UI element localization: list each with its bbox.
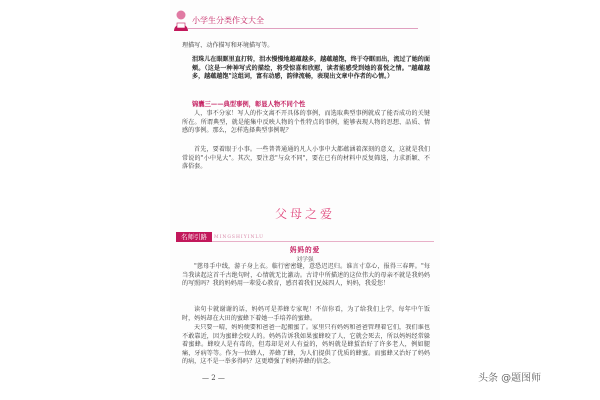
section-title: 父母之爱 bbox=[274, 207, 335, 221]
composition-paragraph: "慈母手中线，游子身上衣。临行密密缝，意恐迟迟归。谁言寸草心，报得三春晖。"每当我读起这首千古绝句时，心情就无比激动。古诗中所描述的这位伟大的母亲不就是我妈妈的写照吗？我的妈妈用一辈爱心教育，感召着我们兄妹四人，妈妈，我爱您！ bbox=[182, 263, 430, 288]
tip-paragraph-2: 首先，要着眼于小事。一些普普通通的凡人小事中大都蕴涵着深刻的意义，这就是我们常说的"小中见大"。其次，要注意"与众不同"，要在已有的材料中反复筛选，力求新颖、不落俗套。 bbox=[182, 146, 430, 171]
section-tag-subtitle: MINGSHIYINLU bbox=[214, 235, 264, 240]
tip-subheading: 锦囊三——典型事例，彰显人物不同个性 bbox=[192, 101, 306, 108]
book-page bbox=[170, 0, 440, 400]
source-watermark: 头条 @题图师 bbox=[478, 373, 542, 384]
example-paragraph: 泪珠儿在眼眶里直打转，泪水慢慢地越蕴越多，越蕴越饱，终于夺眶而出，流过了她的面颊。（这是一种神写式的描绘，将受惊喜和欣慰，读者能感受到她的喜悦之情。"越蕴越多，越蕴越饱"这组词，富有动感，韵律流畅，表现出文章中作者的心情。） bbox=[192, 56, 430, 81]
section-tag-divider bbox=[212, 241, 434, 242]
composition-title: 妈妈的爱 bbox=[289, 246, 321, 254]
page-header bbox=[170, 6, 440, 36]
composition-paragraph: 天只要一晴，妈妈便要和爸爸一起搬蜜了。家里只有妈妈和爸爸管理着它们，我们谁也不敢靠近，因为蜜蜂会咬人的。妈妈告诉我如果蜜蜂咬了人，它就会死去，所以妈妈经常躲着蜜蜂。蜂咬人是有毒的，但毒却是对人有益的，妈妈就是蜂蜇治好了许多老人，例如腿痛，牙病等等。作为一位蜂人，养蜂了蜂，为人们提供了优质的蜂蜜。而蜜蜂又治好了妈妈的病，这不是一举多得吗？这更增强了妈妈养蜂的信念。 bbox=[182, 324, 430, 366]
section-tag: 名师引路 bbox=[176, 232, 212, 242]
composition-author: 刘学强 bbox=[296, 257, 314, 263]
book-series-title: 小学生分类作文大全 bbox=[192, 16, 264, 25]
composition-paragraph: 读句卡就谢谢的话，妈妈可是养蜂专家呢！不信你看，为了给我们上学，每年中午饭时，妈妈却在大田的蜜蜂下着她一手培养的蜜蜂。 bbox=[182, 306, 430, 322]
page-number: — 2 — bbox=[202, 374, 225, 382]
tip-paragraph-1: 人，事不分家！写人的作文离不开具体的事例，而选取典型事例就成了能否成功的关键所在。所谓典型，就是能集中反映人物的个性特点的事例，能够表现人物的思想、品质、情感的事例。那么，怎样选择典型事例呢？ bbox=[182, 110, 430, 135]
intro-line: 理描写、动作描写和环境描写等。 bbox=[182, 42, 274, 49]
header-divider bbox=[188, 28, 418, 29]
